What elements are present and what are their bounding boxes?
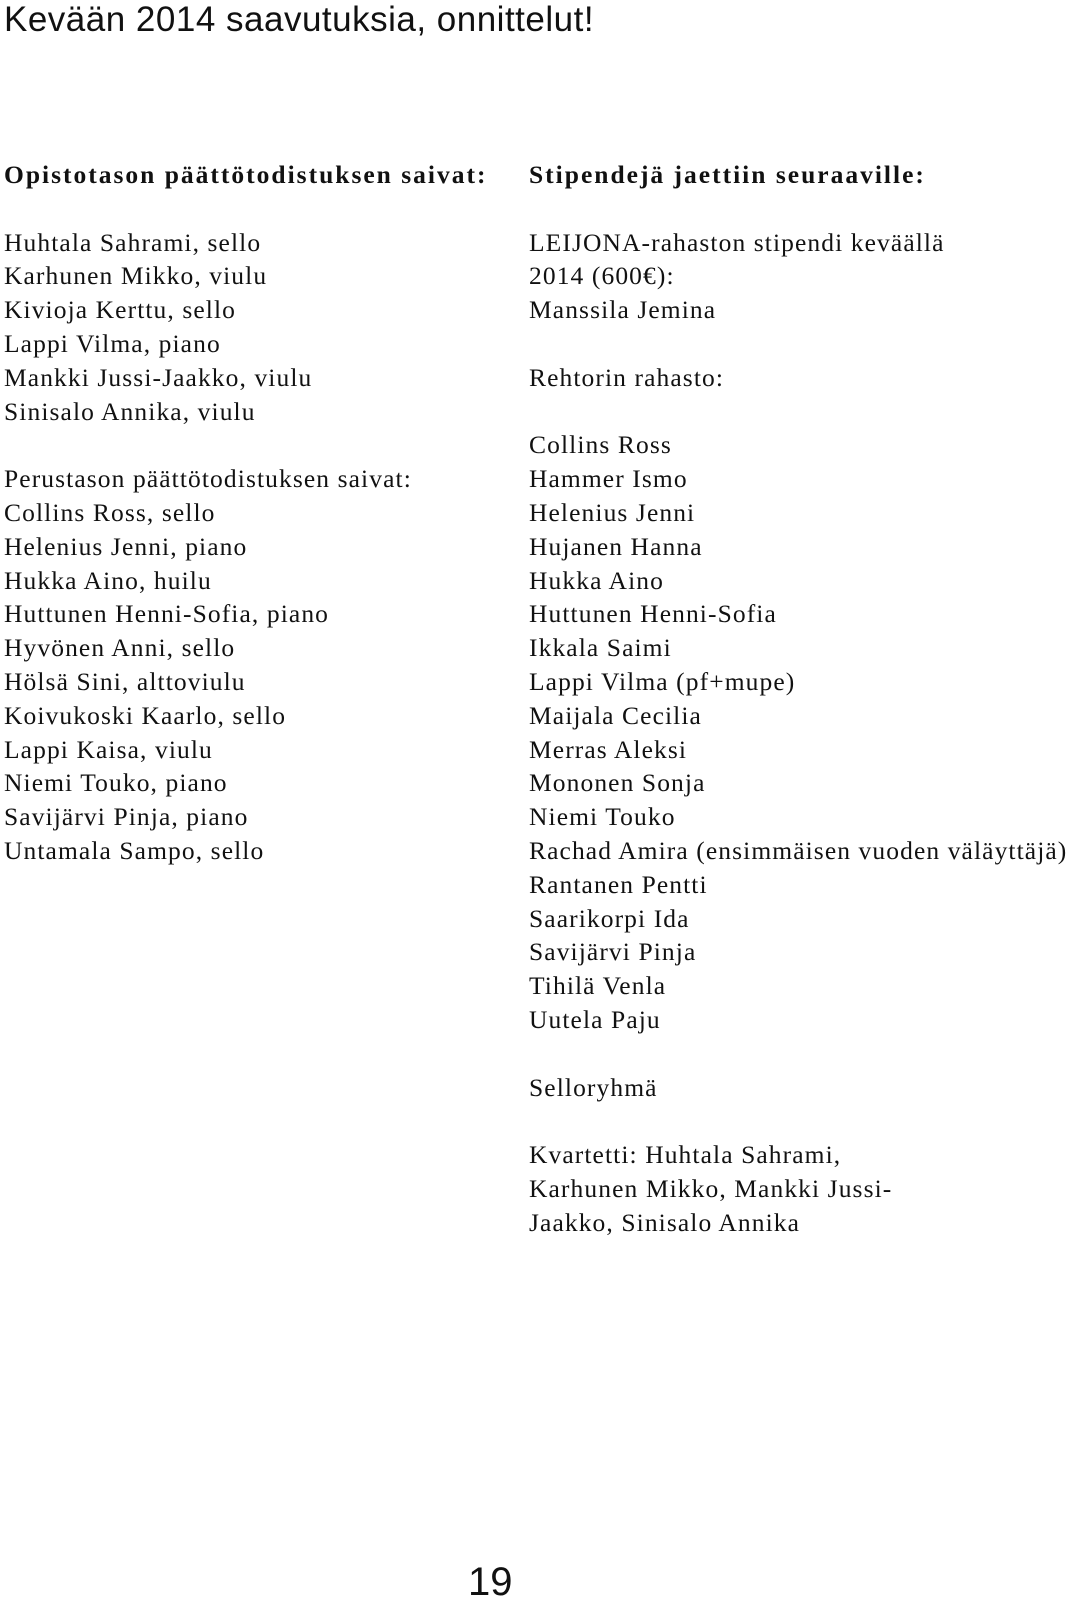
page-title: Kevään 2014 saavutuksia, onnittelut! [4, 0, 595, 39]
list-item: Rantanen Pentti [529, 869, 708, 899]
list-item: Ikkala Saimi [529, 633, 672, 663]
rehtori-heading: Rehtorin rahasto: [529, 362, 725, 392]
list-item: Niemi Touko [529, 802, 676, 832]
list-item: Karhunen Mikko, viulu [4, 261, 268, 291]
list-item: Saarikorpi Ida [529, 903, 690, 933]
list-item: Kivioja Kerttu, sello [4, 295, 237, 325]
list-item: Hukka Aino [529, 565, 664, 595]
list-item: Huttunen Henni-Sofia, piano [4, 599, 330, 629]
leijona-recipient: Manssila Jemina [529, 295, 717, 325]
stipendi-heading: Stipendejä jaettiin seuraaville: [529, 160, 926, 189]
list-item: Koivukoski Kaarlo, sello [4, 700, 287, 730]
opisto-list [4, 226, 494, 429]
list-item: Savijärvi Pinja [529, 937, 697, 967]
list-item: Savijärvi Pinja, piano [4, 802, 249, 832]
leijona-text: LEIJONA-rahaston stipendi keväällä 2014 (600€): [529, 227, 945, 291]
list-item: Hammer Ismo [529, 464, 688, 494]
rehtori-list [529, 428, 1067, 1036]
list-item: Rachad Amira (ensimmäisen vuoden väläyttäjä) [529, 835, 1067, 865]
left-column [4, 158, 494, 868]
right-column [529, 158, 1067, 1240]
list-item: Untamala Sampo, sello [4, 835, 265, 865]
list-item: Helenius Jenni, piano [4, 531, 248, 561]
kvartetti: Kvartetti: Huhtala Sahrami, Karhunen Mikko, Mankki Jussi-Jaakko, Sinisalo Annika [529, 1140, 893, 1237]
list-item: Collins Ross, sello [4, 497, 216, 527]
list-item: Uutela Paju [529, 1004, 661, 1034]
selloryhma: Selloryhmä [529, 1072, 658, 1102]
list-item: Hölsä Sini, alttoviulu [4, 666, 246, 696]
list-item: Lappi Vilma, piano [4, 328, 221, 358]
list-item: Helenius Jenni [529, 497, 696, 527]
list-item: Huhtala Sahrami, sello [4, 227, 262, 257]
list-item: Merras Aleksi [529, 734, 688, 764]
list-item: Mankki Jussi-Jaakko, viulu [4, 362, 313, 392]
list-item: Hyvönen Anni, sello [4, 633, 236, 663]
list-item: Collins Ross [529, 430, 672, 460]
perus-list [4, 496, 494, 868]
list-item: Hujanen Hanna [529, 531, 703, 561]
list-item: Hukka Aino, huilu [4, 565, 212, 595]
list-item: Niemi Touko, piano [4, 768, 228, 798]
list-item: Tihilä Venla [529, 971, 667, 1001]
list-item: Maijala Cecilia [529, 700, 702, 730]
page-number: 19 [468, 1560, 513, 1604]
opisto-heading: Opistotason päättötodistuksen saivat: [4, 160, 488, 189]
list-item: Lappi Kaisa, viulu [4, 734, 213, 764]
perus-heading: Perustason päättötodistuksen saivat: [4, 464, 412, 494]
list-item: Sinisalo Annika, viulu [4, 396, 256, 426]
list-item: Lappi Vilma (pf+mupe) [529, 666, 796, 696]
list-item: Huttunen Henni-Sofia [529, 599, 777, 629]
list-item: Mononen Sonja [529, 768, 706, 798]
